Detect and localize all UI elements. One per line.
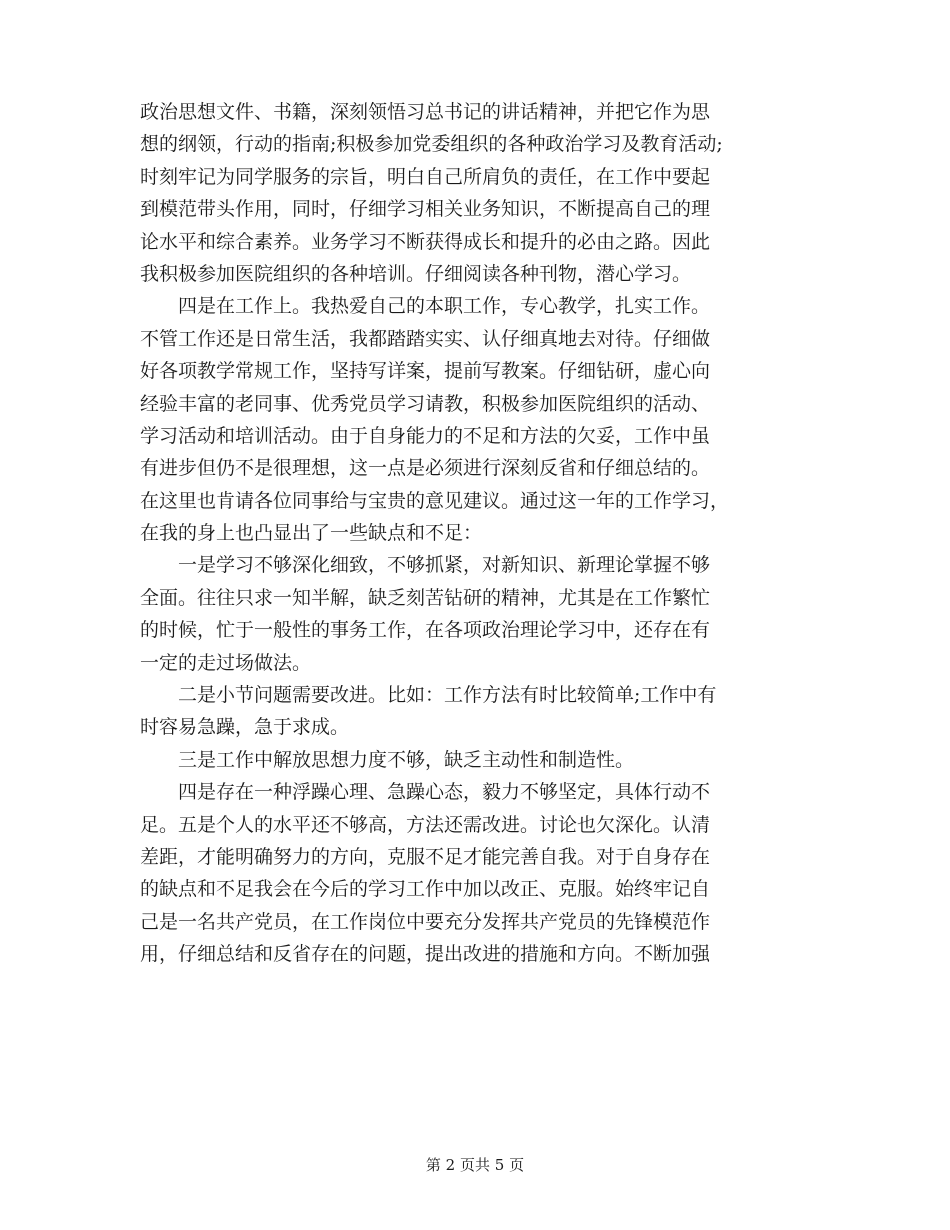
page-footer: 第 2 页共 5 页 [425, 1156, 525, 1174]
text-line: 二是小节问题需要改进。比如：工作方法有时比较简单;工作中有 [178, 684, 717, 707]
text-line: 在我的身上也凸显出了一些缺点和不足： [140, 522, 483, 545]
text-line: 用，仔细总结和反省存在的问题，提出改进的措施和方向。不断加强 [140, 943, 711, 966]
text-line: 政治思想文件、书籍，深刻领悟习总书记的讲话精神，并把它作为思 [140, 101, 711, 123]
text-line: 我积极参加医院组织的各种培训。仔细阅读各种刊物，潜心学习。 [140, 262, 692, 285]
text-line: 有进步但仍不是很理想，这一点是必须进行深刻反省和仔细总结的。 [140, 457, 711, 480]
text-line: 想的纲领，行动的指南;积极参加党委组织的各种政治学习及教育活动; [140, 133, 723, 156]
text-line: 四是存在一种浮躁心理、急躁心态，毅力不够坚定，具体行动不 [178, 781, 711, 804]
text-line: 在这里也肯请各位同事给与宝贵的意见建议。通过这一年的工作学习， [140, 489, 730, 512]
text-line: 不管工作还是日常生活，我都踏踏实实、认仔细真地去对待。仔细做 [140, 327, 711, 350]
text-line: 好各项教学常规工作，坚持写详案，提前写教案。仔细钻研，虚心向 [140, 360, 711, 383]
text-line: 论水平和综合素养。业务学习不断获得成长和提升的必由之路。因此 [140, 230, 711, 253]
text-line: 差距，才能明确努力的方向，克服不足才能完善自我。对于自身存在 [140, 845, 711, 868]
text-line: 的缺点和不足我会在今后的学习工作中加以改正、克服。始终牢记自 [140, 878, 711, 901]
text-line: 足。五是个人的水平还不够高，方法还需改进。讨论也欠深化。认清 [140, 813, 711, 836]
text-line: 三是工作中解放思想力度不够，缺乏主动性和制造性。 [178, 748, 635, 771]
text-line: 到模范带头作用，同时，仔细学习相关业务知识，不断提高自己的理 [140, 198, 711, 221]
text-line: 四是在工作上。我热爱自己的本职工作，专心教学，扎实工作。 [178, 295, 711, 318]
text-line: 一定的走过场做法。 [140, 651, 312, 674]
text-line: 经验丰富的老同事、优秀党员学习请教，积极参加医院组织的活动、 [140, 392, 711, 415]
text-line: 的时候，忙于一般性的事务工作，在各项政治理论学习中，还存在有 [140, 619, 711, 642]
text-line: 全面。往往只求一知半解，缺乏刻苦钻研的精神，尤其是在工作繁忙 [140, 586, 711, 609]
document-body [140, 96, 820, 971]
text-line: 学习活动和培训活动。由于自身能力的不足和方法的欠妥，工作中虽 [140, 424, 711, 447]
text-line: 一是学习不够深化细致，不够抓紧，对新知识、新理论掌握不够 [178, 554, 711, 577]
text-line: 己是一名共产党员，在工作岗位中要充分发挥共产党员的先锋模范作 [140, 910, 711, 933]
text-line: 时刻牢记为同学服务的宗旨，明白自己所肩负的责任，在工作中要起 [140, 165, 711, 188]
text-line: 时容易急躁，急于求成。 [140, 716, 350, 739]
